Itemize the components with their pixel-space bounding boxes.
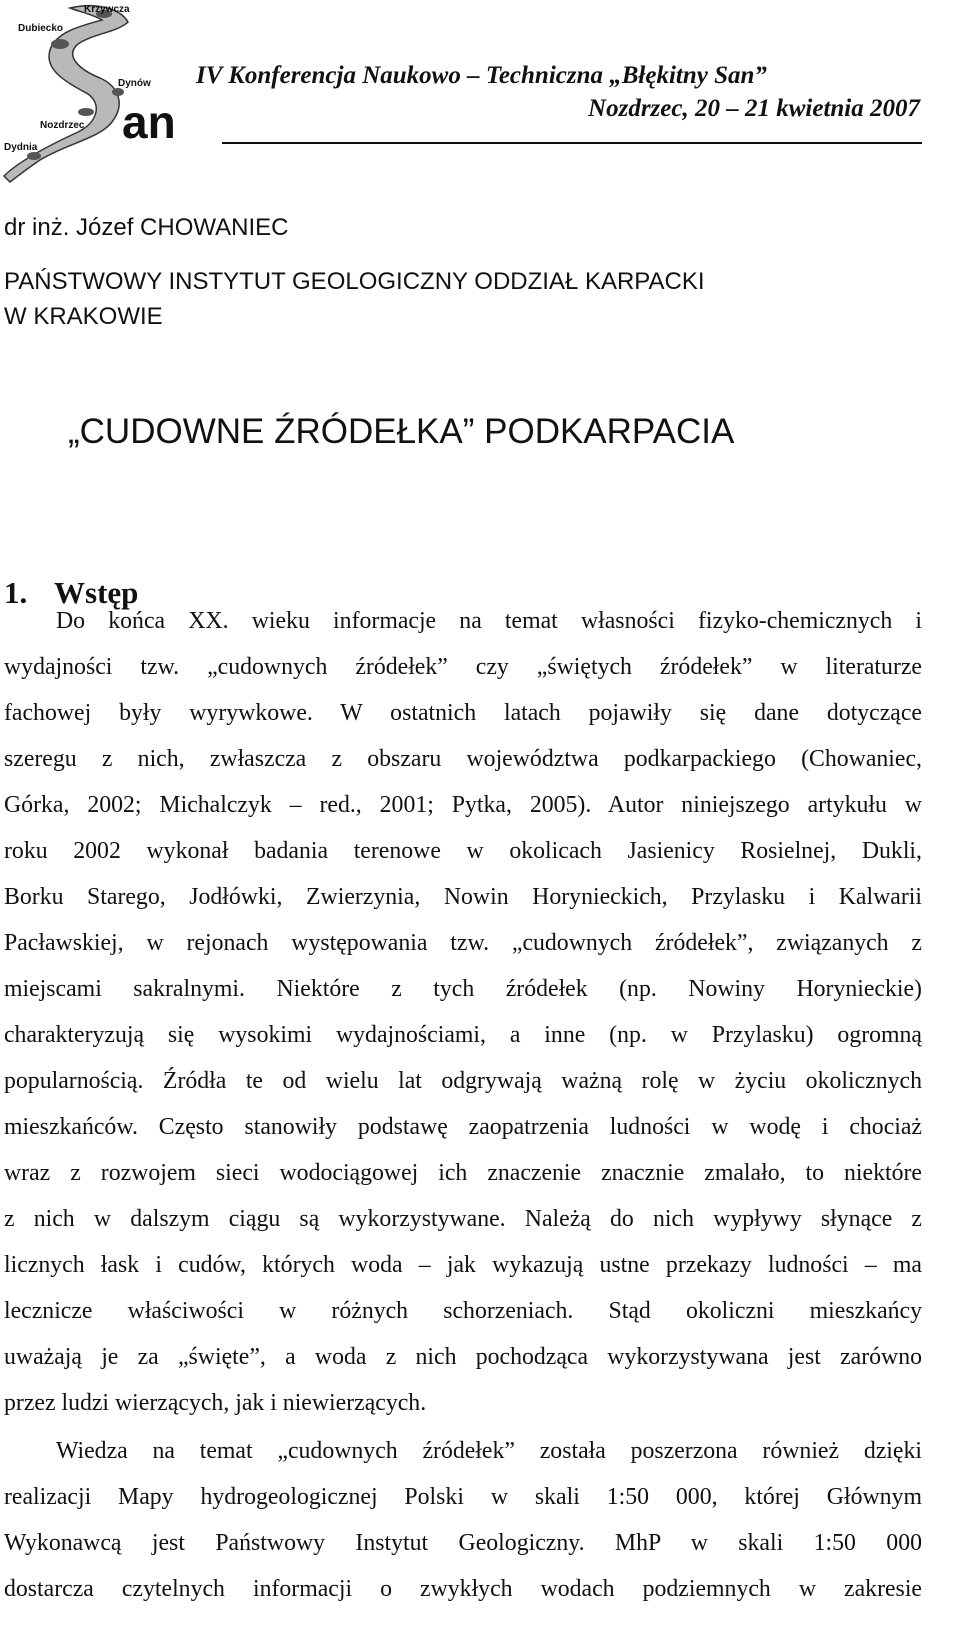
paragraph-line: charakteryzują się wysokimi wydajnościami, a inne (np. w Przylasku) ogromną: [4, 1022, 922, 1048]
paragraph-line: mieszkańców. Często stanowiły podstawę zaopatrzenia ludności w wodę i chociaż: [4, 1114, 922, 1140]
paragraph-line: realizacji Mapy hydrogeologicznej Polski w skali 1:50 000, której Głównym: [4, 1484, 922, 1510]
paragraph-line: Borku Starego, Jodłówki, Zwierzynia, Nowin Horynieckich, Przylasku i Kalwarii: [4, 884, 922, 910]
article-title: „CUDOWNE ŹRÓDEŁKA” PODKARPACIA: [68, 412, 735, 451]
paragraph-line: dostarcza czytelnych informacji o zwykłych wodach podziemnych w zakresie: [4, 1576, 922, 1602]
paragraph-line: Do końca XX. wieku informacje na temat własności fizyko-chemicznych i: [56, 608, 922, 634]
paragraph-line: Górka, 2002; Michalczyk – red., 2001; Pytka, 2005). Autor niniejszego artykułu w: [4, 792, 922, 818]
paragraph-line: przez ludzi wierzących, jak i niewierzących.: [4, 1390, 427, 1416]
paragraph-2: [4, 1428, 922, 1612]
logo-word-visible: an: [122, 96, 176, 148]
paragraph-line: wydajności tzw. „cudownych źródełek” czy „świętych źródełek” w literaturze: [4, 654, 922, 680]
logo-place-dubiecko: Dubiecko: [18, 23, 64, 34]
institution-line-2: W KRAKOWIE: [4, 303, 163, 330]
paragraph-line: miejscami sakralnymi. Niektóre z tych źródełek (np. Nowiny Horynieckie): [4, 976, 922, 1002]
paragraph-line: szeregu z nich, zwłaszcza z obszaru województwa podkarpackiego (Chowaniec,: [4, 746, 922, 772]
logo-place-dynow: Dynów: [118, 78, 151, 89]
logo-place-krzywcza: Krzywcza: [84, 4, 130, 15]
town-marker: [112, 88, 124, 96]
paragraph-line: licznych łask i cudów, których woda – jak wykazują ustne przekazy ludności – ma: [4, 1252, 922, 1278]
header-divider: [222, 142, 922, 144]
paragraph-line: fachowej były wyrywkowe. W ostatnich latach pojawiły się dane dotyczące: [4, 700, 922, 726]
author-name: dr inż. Józef CHOWANIEC: [4, 214, 289, 241]
paragraph-line: Pacławskiej, w rejonach występowania tzw. „cudownych źródełek”, związanych z: [4, 930, 922, 956]
paragraph-1: [4, 598, 922, 1426]
logo-place-dydnia: Dydnia: [4, 142, 38, 153]
paragraph-line: lecznicze właściwości w różnych schorzeniach. Stąd okoliczni mieszkańcy: [4, 1298, 922, 1324]
paragraph-line: Wiedza na temat „cudownych źródełek” została poszerzona również dzięki: [56, 1438, 922, 1464]
logo-place-nozdrzec: Nozdrzec: [40, 120, 85, 131]
conference-logo: [0, 0, 180, 188]
paragraph-line: popularnością. Źródła te od wielu lat odgrywają ważną rolę w życiu okolicznych: [4, 1068, 922, 1094]
town-marker: [27, 152, 41, 160]
paragraph-line: uważają je za „święte”, a woda z nich pochodząca wykorzystywana jest zarówno: [4, 1344, 922, 1370]
institution-line-1: PAŃSTWOWY INSTYTUT GEOLOGICZNY ODDZIAŁ KARPACKI: [4, 268, 705, 295]
section-title: Wstęp: [54, 575, 139, 610]
section-number: 1.: [4, 575, 28, 610]
conference-date: Nozdrzec, 20 – 21 kwietnia 2007: [588, 95, 920, 122]
paragraph-line: Wykonawcą jest Państwowy Instytut Geologiczny. MhP w skali 1:50 000: [4, 1530, 922, 1556]
town-marker: [51, 39, 69, 49]
conference-title: IV Konferencja Naukowo – Techniczna „Błękitny San”: [196, 62, 767, 89]
paragraph-line: wraz z rozwojem sieci wodociągowej ich znaczenie znacznie zmalało, to niektóre: [4, 1160, 922, 1186]
paragraph-line: z nich w dalszym ciągu są wykorzystywane. Należą do nich wypływy słynące z: [4, 1206, 922, 1232]
paragraph-line: roku 2002 wykonał badania terenowe w okolicach Jasienicy Rosielnej, Dukli,: [4, 838, 922, 864]
